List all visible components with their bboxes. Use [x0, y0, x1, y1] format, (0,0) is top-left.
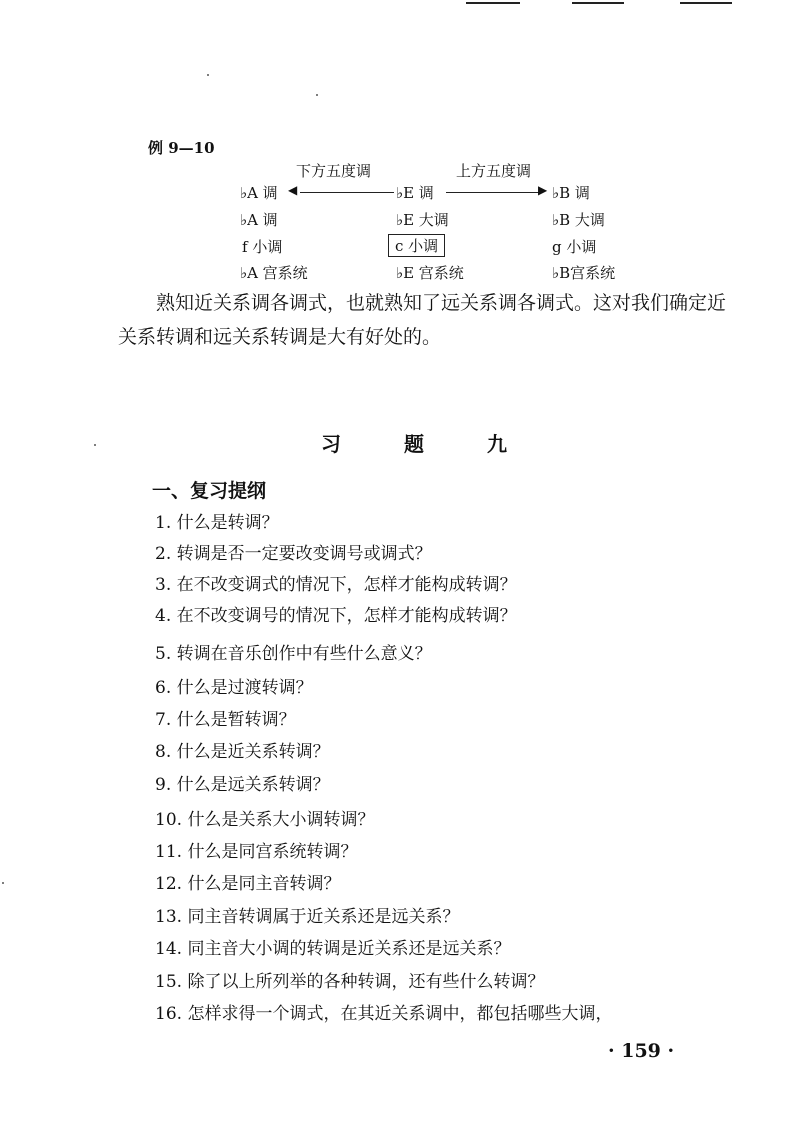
question-text: 转调在音乐创作中有些什么意义？	[176, 644, 432, 664]
question-number: 16.	[155, 1004, 183, 1024]
question-number: 7.	[155, 710, 172, 730]
key-cell: ♭B 大调	[552, 211, 605, 229]
question-text: 什么是近关系转调？	[176, 742, 330, 762]
question-item	[155, 737, 330, 762]
question-item	[155, 770, 330, 795]
question-item	[155, 705, 296, 730]
key-cell: ♭A 调	[240, 211, 278, 229]
key-cell: ♭E 大调	[396, 211, 449, 229]
key-cell: ♭B 调	[552, 184, 590, 202]
question-item	[155, 570, 517, 595]
question-text: 同主音大小调的转调是近关系还是远关系？	[187, 939, 511, 959]
question-text: 什么是过渡转调？	[176, 678, 313, 698]
question-number: 4.	[155, 606, 172, 626]
question-number: 1.	[155, 513, 172, 533]
key-cell: ♭E 宫系统	[396, 264, 464, 282]
arrow-right-head-icon: ▶	[538, 183, 548, 197]
question-number: 2.	[155, 544, 172, 564]
arrow-right-line	[446, 192, 542, 193]
key-cell: ♭B宫系统	[552, 264, 616, 282]
question-text: 同主音转调属于近关系还是远关系？	[187, 907, 460, 927]
section-title: 习 题 九	[321, 432, 535, 456]
question-text: 什么是同主音转调？	[187, 874, 341, 894]
question-item	[155, 639, 432, 664]
page-number: · 159 ·	[608, 1040, 675, 1062]
question-item	[155, 601, 517, 626]
header-rule	[572, 2, 624, 4]
key-cell: g 小调	[552, 238, 597, 256]
question-number: 12.	[155, 874, 183, 894]
question-text: 什么是暂转调？	[176, 710, 296, 730]
question-number: 11.	[155, 842, 183, 862]
question-item	[155, 967, 544, 992]
arrow-left-head-icon: ◀	[288, 183, 298, 197]
question-number: 10.	[155, 810, 183, 830]
key-cell: ♭A 宫系统	[240, 264, 308, 282]
key-cell: ♭E 调	[396, 184, 434, 202]
scan-speck	[316, 94, 318, 96]
question-number: 15.	[155, 972, 183, 992]
question-item	[155, 869, 340, 894]
arrow-left-label: 下方五度调	[296, 162, 372, 180]
key-cell: f 小调	[242, 238, 283, 256]
question-item	[155, 837, 357, 862]
paragraph-text: 熟知近关系调各调式，也就熟知了远关系调各调式。这对我们确定近关系转调和远关系转调是大有好处的。	[118, 292, 727, 348]
boxed-key-cell: c 小调	[388, 234, 445, 257]
question-number: 5.	[155, 644, 172, 664]
key-cell: ♭A 调	[240, 184, 278, 202]
question-text: 怎样求得一个调式，在其近关系调中，都包括哪些大调，	[187, 1004, 613, 1024]
question-item	[155, 673, 313, 698]
question-number: 9.	[155, 775, 172, 795]
question-number: 8.	[155, 742, 172, 762]
question-number: 3.	[155, 575, 172, 595]
question-text: 转调是否一定要改变调号或调式？	[176, 544, 432, 564]
arrow-right-label: 上方五度调	[456, 162, 532, 180]
header-rule	[680, 2, 732, 4]
question-item	[155, 508, 279, 533]
question-text: 什么是关系大小调转调？	[187, 810, 375, 830]
question-item	[155, 999, 612, 1024]
outline-heading: 一、复习提纲	[152, 480, 267, 502]
example-label: 例 9—10	[148, 139, 215, 157]
question-number: 14.	[155, 939, 183, 959]
body-paragraph	[118, 286, 738, 354]
scan-speck	[207, 74, 209, 76]
scan-speck	[2, 882, 4, 884]
question-number: 6.	[155, 678, 172, 698]
question-text: 在不改变调式的情况下，怎样才能构成转调？	[176, 575, 517, 595]
question-item	[155, 934, 510, 959]
question-text: 什么是远关系转调？	[176, 775, 330, 795]
question-number: 13.	[155, 907, 183, 927]
question-item	[155, 539, 432, 564]
question-text: 什么是同宫系统转调？	[187, 842, 358, 862]
question-text: 除了以上所列举的各种转调，还有些什么转调？	[187, 972, 545, 992]
question-text: 在不改变调号的情况下，怎样才能构成转调？	[176, 606, 517, 626]
header-rule	[466, 2, 520, 4]
question-item	[155, 902, 459, 927]
question-item	[155, 805, 374, 830]
question-text: 什么是转调？	[176, 513, 279, 533]
arrow-left-line	[300, 192, 394, 193]
